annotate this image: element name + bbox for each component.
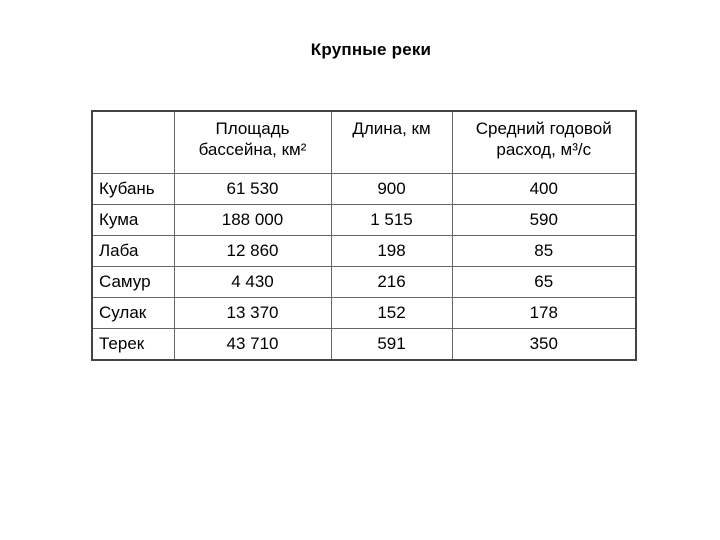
table-row xyxy=(92,205,636,236)
length-cell: 198 xyxy=(331,236,452,267)
length-cell: 152 xyxy=(331,298,452,329)
discharge-cell: 85 xyxy=(452,236,636,267)
river-name-cell: Кума xyxy=(92,205,174,236)
rivers-table xyxy=(91,110,637,361)
length-cell: 900 xyxy=(331,174,452,205)
basin-area-cell: 43 710 xyxy=(174,329,331,361)
discharge-cell: 400 xyxy=(452,174,636,205)
basin-area-cell: 13 370 xyxy=(174,298,331,329)
discharge-cell: 178 xyxy=(452,298,636,329)
header-cell-length: Длина, км xyxy=(331,111,452,174)
table-header-row xyxy=(92,111,636,174)
basin-area-cell: 188 000 xyxy=(174,205,331,236)
header-cell-empty xyxy=(92,111,174,174)
basin-area-cell: 61 530 xyxy=(174,174,331,205)
river-name-cell: Лаба xyxy=(92,236,174,267)
page-title: Крупные реки xyxy=(310,40,432,59)
table-row xyxy=(92,267,636,298)
table-row xyxy=(92,329,636,361)
river-name-cell: Сулак xyxy=(92,298,174,329)
discharge-cell: 65 xyxy=(452,267,636,298)
river-name-cell: Кубань xyxy=(92,174,174,205)
length-cell: 1 515 xyxy=(331,205,452,236)
discharge-cell: 590 xyxy=(452,205,636,236)
length-cell: 216 xyxy=(331,267,452,298)
table-row xyxy=(92,174,636,205)
basin-area-cell: 4 430 xyxy=(174,267,331,298)
table-row xyxy=(92,236,636,267)
basin-area-cell: 12 860 xyxy=(174,236,331,267)
river-name-cell: Терек xyxy=(92,329,174,361)
river-name-cell: Самур xyxy=(92,267,174,298)
header-cell-basin-area: Площадь бассейна, км² xyxy=(174,111,331,174)
discharge-cell: 350 xyxy=(452,329,636,361)
length-cell: 591 xyxy=(331,329,452,361)
table-row xyxy=(92,298,636,329)
header-cell-discharge: Средний годовой расход, м³/с xyxy=(452,111,636,174)
